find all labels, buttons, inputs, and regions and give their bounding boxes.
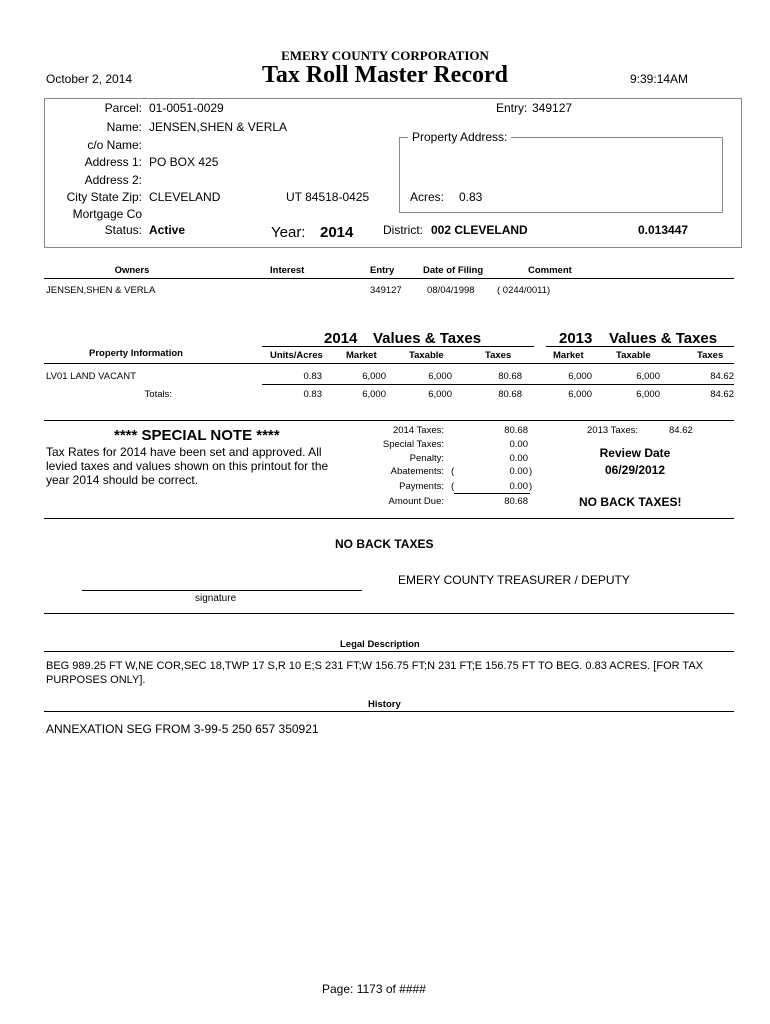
signature-line — [82, 590, 362, 591]
property-row-label: LV01 LAND VACANT — [46, 371, 136, 382]
special-note-line1: Tax Rates for 2014 have been set and approved. All — [46, 445, 322, 459]
legal-description-rule — [44, 651, 734, 652]
values-bottom-rule — [44, 420, 734, 421]
state-zip-value: UT 84518-0425 — [286, 190, 370, 204]
address1-label: Address 1: — [84, 155, 142, 169]
comment-header: Comment — [528, 265, 572, 276]
taxes-2014-value: 80.68 — [504, 425, 528, 436]
city-state-zip-label: City State Zip: — [66, 190, 142, 204]
treasurer-label: EMERY COUNTY TREASURER / DEPUTY — [398, 573, 630, 587]
signature-label: signature — [195, 593, 237, 604]
address2-label: Address 2: — [84, 173, 142, 187]
special-note-line3: year 2014 should be correct. — [46, 473, 199, 487]
abatements-value: 0.00 — [509, 466, 528, 477]
totals-taxable: 6,000 — [428, 389, 452, 400]
penalty-label: Penalty: — [409, 453, 444, 464]
mortgage-label: Mortgage Co — [72, 207, 142, 221]
city-value: CLEVELAND — [149, 190, 221, 204]
history-title: History — [368, 699, 401, 710]
name-value: JENSEN,SHEN & VERLA — [149, 120, 288, 134]
payments-value: 0.00 — [509, 481, 528, 492]
taxes-header: Taxes — [485, 350, 512, 361]
tax-rate: 0.013447 — [638, 223, 689, 237]
signature-bottom-rule — [44, 613, 734, 614]
taxable-2013-header: Taxable — [616, 350, 651, 361]
totals-label: Totals: — [144, 389, 172, 400]
interest-header: Interest — [270, 265, 305, 276]
status-label: Status: — [104, 223, 142, 237]
totals-taxable-2013: 6,000 — [636, 389, 660, 400]
values-2014-rule — [262, 346, 534, 347]
no-back-taxes-badge: NO BACK TAXES! — [579, 495, 682, 509]
owners-header-rule — [44, 278, 734, 279]
values-2013-title: Values & Taxes — [609, 330, 718, 347]
totals-taxes: 80.68 — [498, 389, 522, 400]
property-address-box — [399, 137, 723, 213]
row-market: 6,000 — [362, 371, 386, 382]
values-2013-rule — [546, 346, 734, 347]
payments-open-paren: ( — [451, 481, 455, 492]
owner-name: JENSEN,SHEN & VERLA — [46, 285, 156, 296]
legal-description-line2: PURPOSES ONLY]. — [46, 674, 146, 686]
acres-value: 0.83 — [459, 190, 483, 204]
history-text: ANNEXATION SEG FROM 3-99-5 250 657 350921 — [46, 722, 319, 736]
owner-entry: 349127 — [370, 285, 402, 296]
entry-label: Entry: — [496, 101, 528, 115]
row-taxes-2013: 84.62 — [710, 371, 734, 382]
address1-value: PO BOX 425 — [149, 155, 219, 169]
review-date-label: Review Date — [599, 446, 671, 460]
amount-due-value: 80.68 — [504, 496, 528, 507]
co-name-label: c/o Name: — [87, 138, 142, 152]
values-2014-year: 2014 — [324, 330, 358, 347]
taxes-2013-header: Taxes — [697, 350, 724, 361]
district-label: District: — [383, 223, 423, 237]
page-title: Tax Roll Master Record — [262, 62, 508, 88]
page-number: Page: 1173 of #### — [322, 982, 426, 996]
amount-due-rule — [454, 493, 530, 494]
units-header: Units/Acres — [270, 350, 323, 361]
totals-market: 6,000 — [362, 389, 386, 400]
property-address-label: Property Address: — [408, 130, 511, 144]
amount-due-label: Amount Due: — [388, 496, 444, 507]
legal-description-line1: BEG 989.25 FT W,NE COR,SEC 18,TWP 17 S,R 10 E;S 231 FT;W 156.75 FT;N 231 FT;E 156.75 FT TO BEG. 0.83 ACRES. [FOR TAX — [46, 660, 704, 672]
review-date-value: 06/29/2012 — [604, 463, 666, 477]
status-value: Active — [149, 223, 186, 237]
special-taxes-value: 0.00 — [509, 439, 528, 450]
special-note-title: **** SPECIAL NOTE **** — [114, 427, 280, 444]
market-2013-header: Market — [553, 350, 584, 361]
abatements-open-paren: ( — [451, 466, 455, 477]
values-2014-title: Values & Taxes — [373, 330, 482, 347]
no-back-taxes-footer: NO BACK TAXES — [335, 537, 434, 551]
parcel-value: 01-0051-0029 — [149, 101, 224, 115]
owner-date: 08/04/1998 — [427, 285, 475, 296]
penalty-value: 0.00 — [509, 453, 528, 464]
acres-label: Acres: — [410, 190, 445, 204]
history-rule — [44, 711, 734, 712]
year-value: 2014 — [320, 224, 354, 241]
taxes-2013-label: 2013 Taxes: — [587, 425, 639, 436]
taxes-2014-label: 2014 Taxes: — [392, 425, 444, 436]
row-units: 0.83 — [303, 371, 322, 382]
taxable-header: Taxable — [409, 350, 444, 361]
taxes-2013-value: 84.62 — [669, 425, 693, 436]
totals-taxes-2013: 84.62 — [710, 389, 734, 400]
row-taxable: 6,000 — [428, 371, 452, 382]
name-label: Name: — [106, 120, 142, 134]
abatements-close-paren: ) — [529, 466, 533, 477]
legal-description-title: Legal Description — [340, 639, 420, 650]
values-2013-year: 2013 — [559, 330, 593, 347]
row-taxable-2013: 6,000 — [636, 371, 660, 382]
owner-comment: ( 0244/0011) — [497, 285, 551, 296]
special-note-line2: levied taxes and values shown on this printout for the — [46, 459, 329, 473]
totals-rule — [262, 384, 734, 385]
date-of-filing-header: Date of Filing — [423, 265, 484, 276]
parcel-label: Parcel: — [104, 101, 142, 115]
owners-header: Owners — [114, 265, 150, 276]
values-header-rule — [44, 363, 734, 364]
entry-value: 349127 — [532, 101, 573, 115]
print-date: October 2, 2014 — [46, 72, 133, 86]
market-header: Market — [346, 350, 377, 361]
abatements-label: Abatements: — [390, 466, 444, 477]
summary-bottom-rule — [44, 518, 734, 519]
payments-label: Payments: — [399, 481, 444, 492]
property-info-header: Property Information — [89, 348, 183, 359]
totals-market-2013: 6,000 — [568, 389, 592, 400]
row-taxes: 80.68 — [498, 371, 522, 382]
corporation-name: EMERY COUNTY CORPORATION — [281, 48, 489, 63]
print-time: 9:39:14AM — [630, 72, 689, 86]
payments-close-paren: ) — [529, 481, 533, 492]
row-market-2013: 6,000 — [568, 371, 592, 382]
district-value: 002 CLEVELAND — [431, 223, 528, 237]
year-label: Year: — [271, 224, 306, 241]
entry-header: Entry — [370, 265, 395, 276]
totals-units: 0.83 — [303, 389, 322, 400]
special-taxes-label: Special Taxes: — [382, 439, 444, 450]
